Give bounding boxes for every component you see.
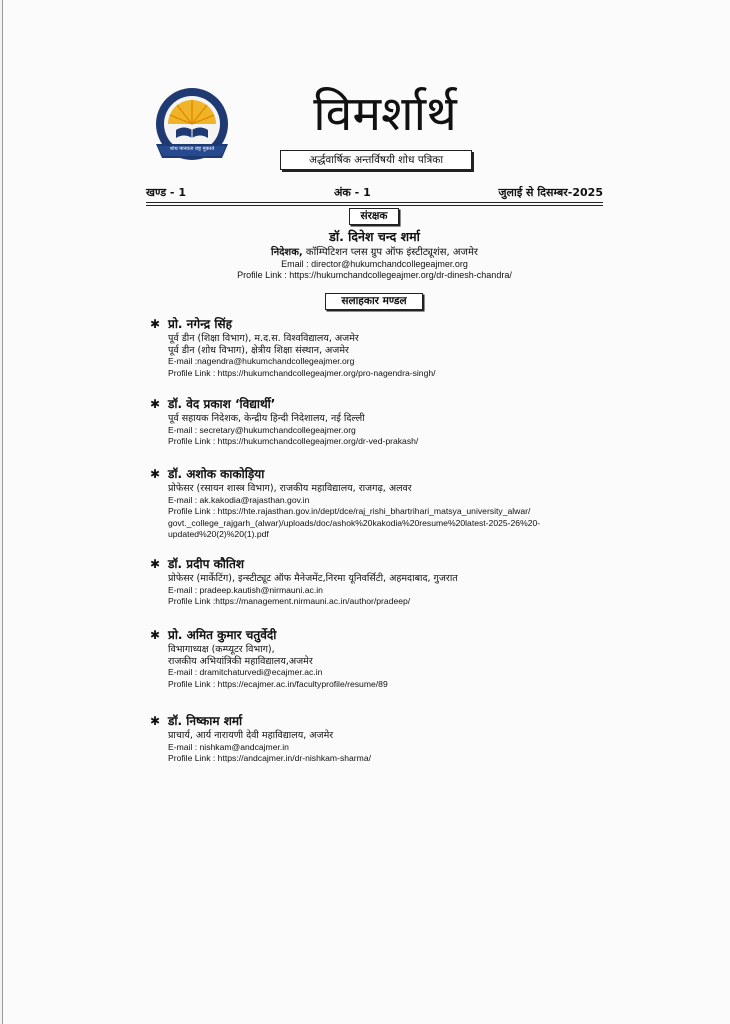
- volume-label: खण्ड - 1: [146, 186, 186, 199]
- member-email: E-mail : pradeep.kautish@nirmauni.ac.in: [168, 584, 323, 595]
- patron-profile-link: Profile Link : https://hukumchandcollegeajmer.org/dr-dinesh-chandra/: [237, 270, 512, 280]
- member-designation: पूर्व डीन (शोध विभाग), क्षेत्रीय शिक्षा संस्थान, अजमेर: [168, 344, 349, 356]
- member-email: E-mail : ak.kakodia@rajasthan.gov.in: [168, 494, 310, 505]
- member-name-row: [150, 466, 610, 483]
- member-profile-link: updated%20(2)%20(1).pdf: [168, 529, 269, 539]
- advisory-heading: सलाहकार मण्डल: [325, 293, 423, 310]
- advisory-member: [150, 556, 610, 608]
- member-profile-link: Profile Link : https://ecajmer.ac.in/facultyprofile/resume/89: [168, 678, 388, 689]
- member-profile-link: Profile Link : https://hukumchandcollegeajmer.org/dr-ved-prakash/: [168, 436, 419, 446]
- member-name: प्रो. नगेन्द्र सिंह: [168, 317, 232, 331]
- patron-role: [146, 244, 603, 258]
- patron-role-label: निदेशक,: [270, 247, 303, 258]
- member-name-row: [150, 627, 610, 644]
- member-name: डॉ. प्रदीप कौतिश: [168, 557, 244, 571]
- issue-label: अंक - 1: [334, 186, 371, 199]
- member-name: प्रो. अमित कुमार चतुर्वेदी: [168, 628, 277, 642]
- member-email: E-mail : nishkam@andcajmer.in: [168, 741, 289, 752]
- member-name-row: [150, 396, 610, 413]
- advisory-member: [150, 316, 610, 379]
- journal-title: विमर्शार्थ: [313, 86, 457, 142]
- member-designation: पूर्व सहायक निदेशक, केन्द्रीय हिन्दी निदेशालय, नई दिल्ली: [168, 413, 365, 424]
- patron-name: डॉ. दिनेश चन्द शर्मा: [329, 229, 420, 244]
- member-designation: प्रोफेसर (मार्केटिंग), इन्स्टीट्यूट ऑफ मैनेजमेंट,निरमा यूनिवर्सिटी, अहमदाबाद, गुजरात: [168, 573, 458, 584]
- advisory-member: [150, 466, 610, 541]
- member-designation: विभागाध्यक्ष (कम्प्यूटर विभाग),: [168, 644, 275, 655]
- member-profile-link: Profile Link : https://hukumchandcollegeajmer.org/pro-nagendra-singh/: [168, 367, 436, 378]
- member-email: E-mail : dramitchaturvedi@ecajmer.ac.in: [168, 667, 323, 677]
- member-profile-link: Profile Link : https://hte.rajasthan.gov.in/dept/dce/raj_rishi_bhartrihari_matsya_university_alwar/: [168, 506, 531, 516]
- bullet-star-icon: ✱: [150, 714, 161, 728]
- issue-info-row: [146, 185, 603, 201]
- member-name: डॉ. निष्काम शर्मा: [168, 714, 243, 728]
- member-email: E-mail : secretary@hukumchandcollegeajmer.org: [168, 424, 356, 435]
- patron-email: Email : director@hukumchandcollegeajmer.org: [281, 259, 468, 269]
- patron-heading: संरक्षक: [349, 208, 399, 225]
- header-rule: [146, 202, 603, 203]
- member-email: E-mail :nagendra@hukumchandcollegeajmer.org: [168, 356, 355, 366]
- bullet-star-icon: ✱: [150, 557, 161, 571]
- bullet-star-icon: ✱: [150, 467, 161, 481]
- member-name-row: [150, 713, 610, 730]
- member-designation: प्राचार्य, आर्य नारायणी देवी महाविद्यालय, अजमेर: [168, 730, 334, 741]
- advisory-member: [150, 627, 610, 690]
- bullet-star-icon: ✱: [150, 397, 161, 411]
- member-name: डॉ. अशोक काकोड़िया: [168, 467, 265, 481]
- journal-logo: [150, 84, 234, 168]
- member-designation: राजकीय अभियांत्रिकी महाविद्यालय,अजमेर: [168, 655, 313, 667]
- header-rule-double: [146, 205, 603, 206]
- bullet-star-icon: ✱: [150, 628, 161, 642]
- member-profile-link: Profile Link : https://andcajmer.in/dr-nishkam-sharma/: [168, 753, 371, 763]
- bullet-star-icon: ✱: [150, 317, 161, 331]
- member-name-row: [150, 316, 610, 333]
- member-profile-link: govt._college_rajgarh_(alwar)/uploads/doc/ashok%20kakodia%20resume%20latest-2025-26%20-: [168, 517, 541, 528]
- member-profile-link: Profile Link :https://management.nirmauni.ac.in/author/pradeep/: [168, 596, 411, 606]
- member-designation: प्रोफेसर (रसायन शास्त्र विभाग), राजकीय महाविद्यालय, राजगढ़, अलवर: [168, 483, 412, 494]
- journal-subtitle: अर्द्धवार्षिक अन्तर्विषयी शोध पत्रिका: [280, 150, 472, 170]
- logo-ribbon-text: शोध मानवता राष्ट्र मुक्तये: [169, 146, 215, 152]
- journal-page: [2, 0, 730, 1024]
- member-name: डॉ. वेद प्रकाश ‘विद्यार्थी’: [168, 397, 276, 411]
- advisory-member: [150, 713, 610, 765]
- patron-role-detail: कॉम्पिटिशन प्लस ग्रुप ऑफ इंस्टीट्यूशंस, अजमेर: [302, 247, 479, 258]
- advisory-member: [150, 396, 610, 448]
- period-label: जुलाई से दिसम्बर-2025: [498, 186, 603, 199]
- member-designation: पूर्व डीन (शिक्षा विभाग), म.द.स. विश्वविद्यालय, अजमेर: [168, 333, 359, 344]
- member-name-row: [150, 556, 610, 573]
